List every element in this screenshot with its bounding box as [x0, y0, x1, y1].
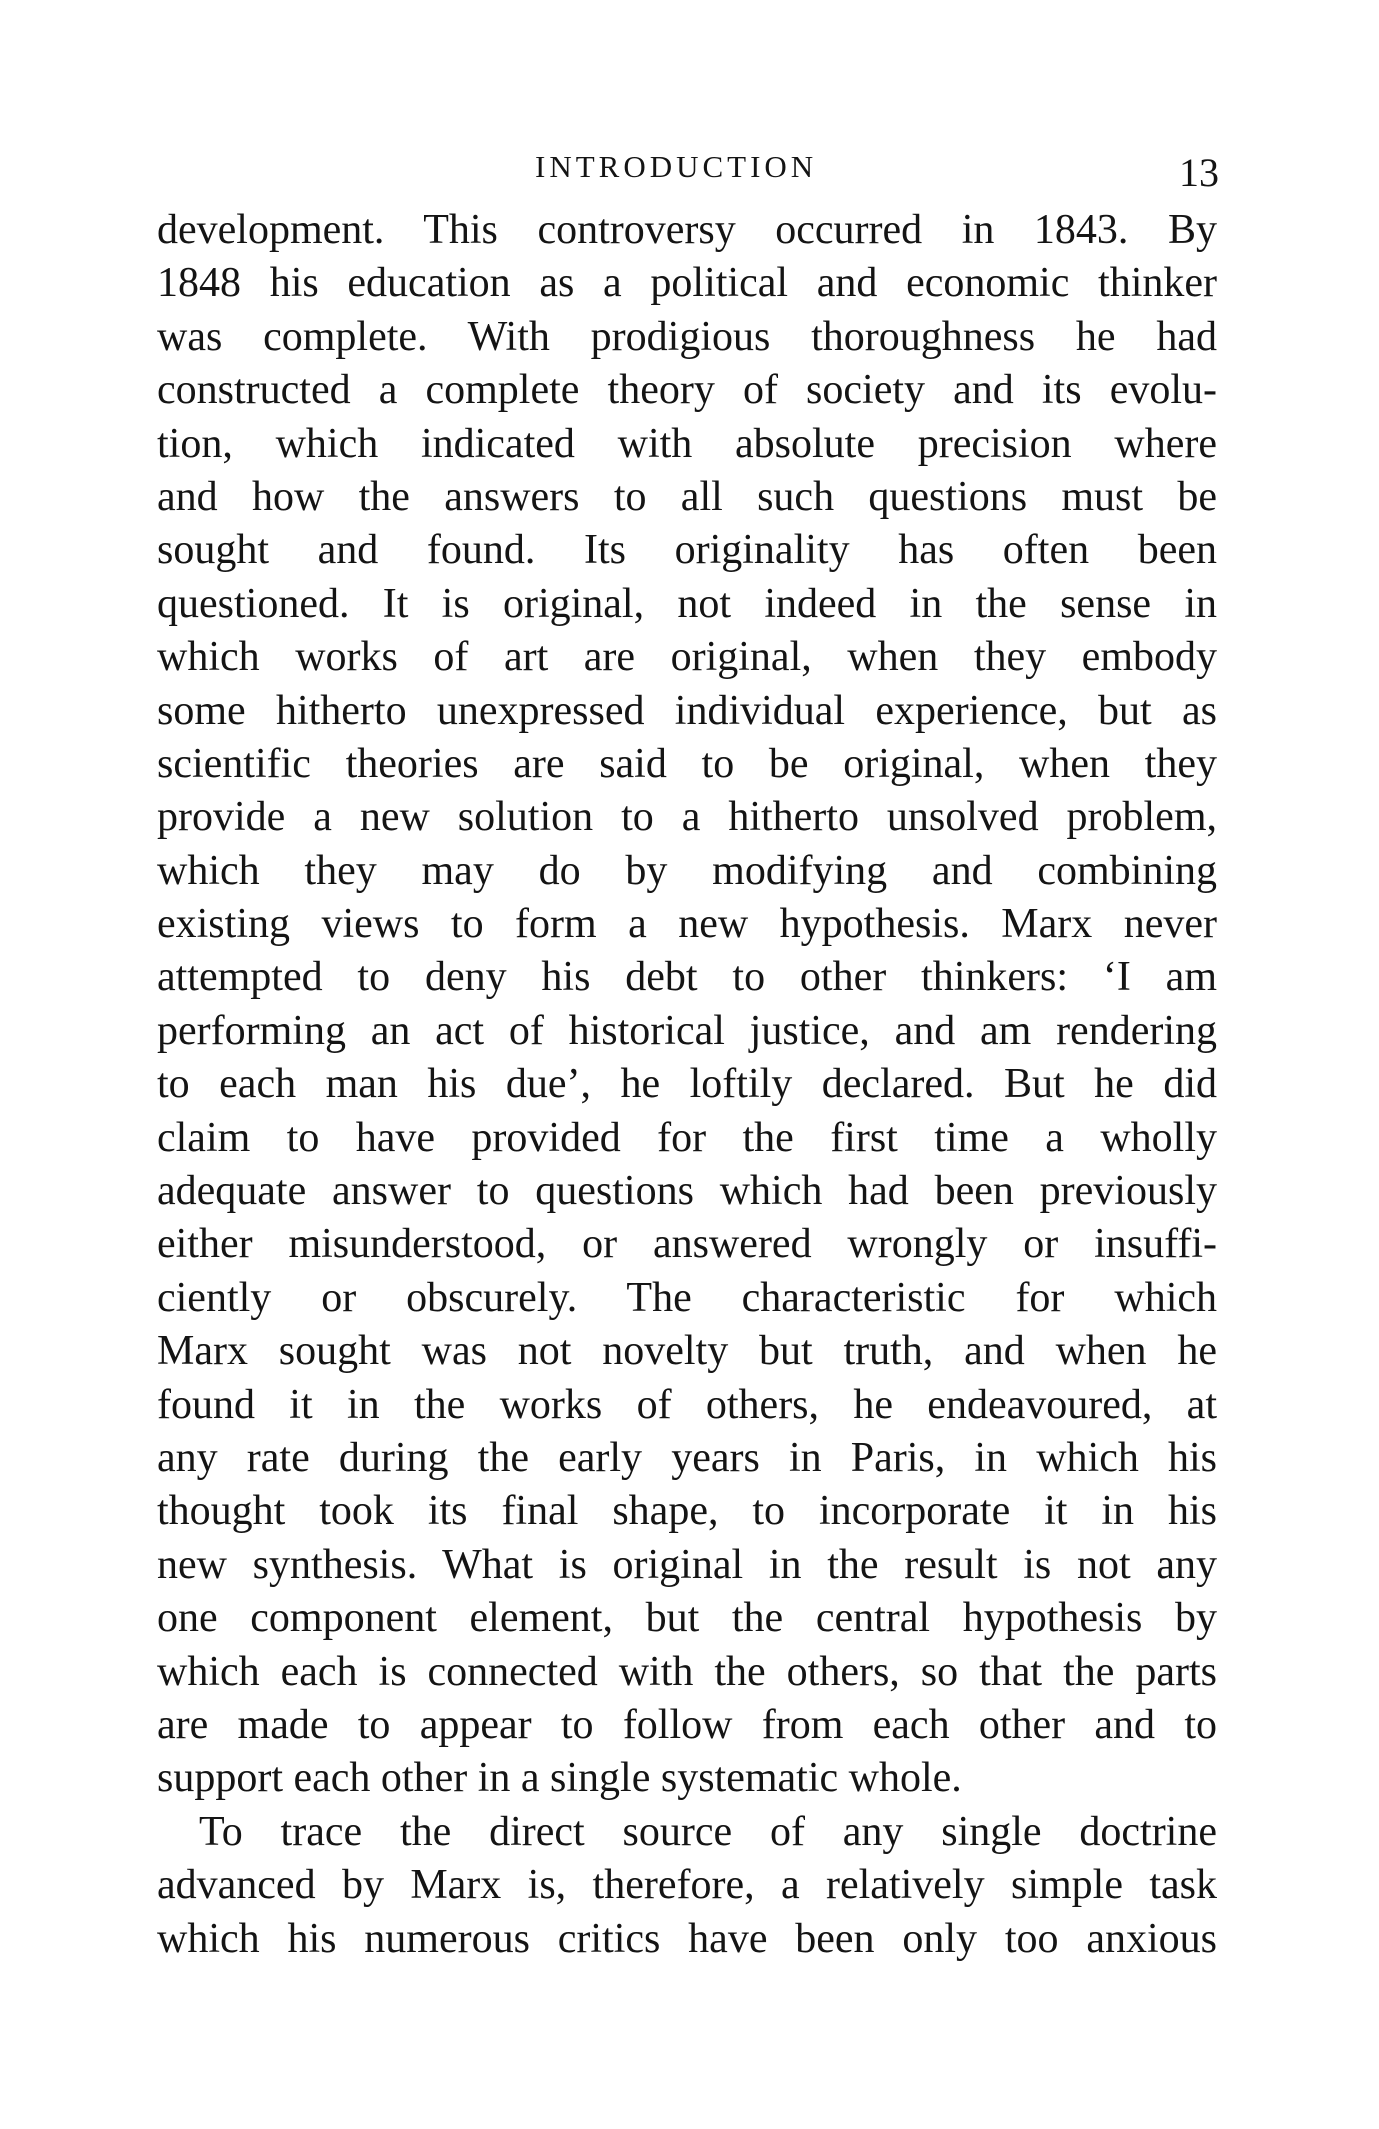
text-line: support each other in a single systematic whole. — [157, 1755, 962, 1802]
body-text — [157, 204, 1217, 1966]
text-line: performing an act of historical justice, and am rendering — [157, 1007, 1217, 1054]
text-line: found it in the works of others, he endeavoured, at — [157, 1381, 1217, 1428]
text-line: claim to have provided for the first time a wholly — [157, 1114, 1217, 1161]
running-head — [0, 142, 1379, 195]
text-line: provide a new solution to a hitherto unsolved problem, — [157, 794, 1217, 841]
running-title: INTRODUCTION — [535, 149, 818, 184]
text-line: adequate answer to questions which had been previously — [157, 1168, 1217, 1215]
text-line: which they may do by modifying and combining — [157, 847, 1217, 894]
text-line: which works of art are original, when they embody — [157, 634, 1217, 681]
text-line: some hitherto unexpressed individual experience, but as — [157, 687, 1217, 734]
text-line: Marx sought was not novelty but truth, and when he — [157, 1328, 1217, 1375]
text-line: to each man his due’, he loftily declared. But he did — [157, 1061, 1217, 1108]
text-line: one component element, but the central hypothesis by — [157, 1595, 1217, 1642]
text-line: To trace the direct source of any single doctrine — [199, 1808, 1217, 1855]
text-line: thought took its final shape, to incorporate it in his — [157, 1488, 1217, 1535]
text-line: was complete. With prodigious thoroughness he had — [157, 313, 1217, 360]
text-line: attempted to deny his debt to other thinkers: ‘I am — [157, 954, 1217, 1001]
paragraph — [157, 204, 1217, 1806]
text-line: development. This controversy occurred in 1843. By — [157, 207, 1217, 253]
text-line: existing views to form a new hypothesis. Marx never — [157, 901, 1217, 948]
text-line: tion, which indicated with absolute precision where — [157, 420, 1217, 467]
text-line: are made to appear to follow from each other and to — [157, 1701, 1217, 1748]
text-line: sought and found. Its originality has often been — [157, 527, 1217, 574]
paragraph — [157, 1806, 1217, 1966]
text-line: which his numerous critics have been only too anxious — [157, 1915, 1217, 1962]
text-line: questioned. It is original, not indeed in the sense in — [157, 580, 1217, 627]
text-line: ciently or obscurely. The characteristic for which — [157, 1274, 1217, 1321]
text-line: either misunderstood, or answered wrongly or insuffi- — [157, 1221, 1217, 1268]
text-line: advanced by Marx is, therefore, a relatively simple task — [157, 1862, 1217, 1909]
text-line: new synthesis. What is original in the result is not any — [157, 1541, 1217, 1588]
page-number: 13 — [1179, 150, 1219, 195]
text-line: and how the answers to all such questions must be — [157, 473, 1217, 520]
text-line: constructed a complete theory of society and its evolu- — [157, 367, 1217, 414]
text-line: scientific theories are said to be original, when they — [157, 740, 1217, 787]
text-line: which each is connected with the others, so that the parts — [157, 1648, 1217, 1695]
text-line: any rate during the early years in Paris, in which his — [157, 1434, 1217, 1481]
text-line: 1848 his education as a political and economic thinker — [157, 260, 1217, 307]
